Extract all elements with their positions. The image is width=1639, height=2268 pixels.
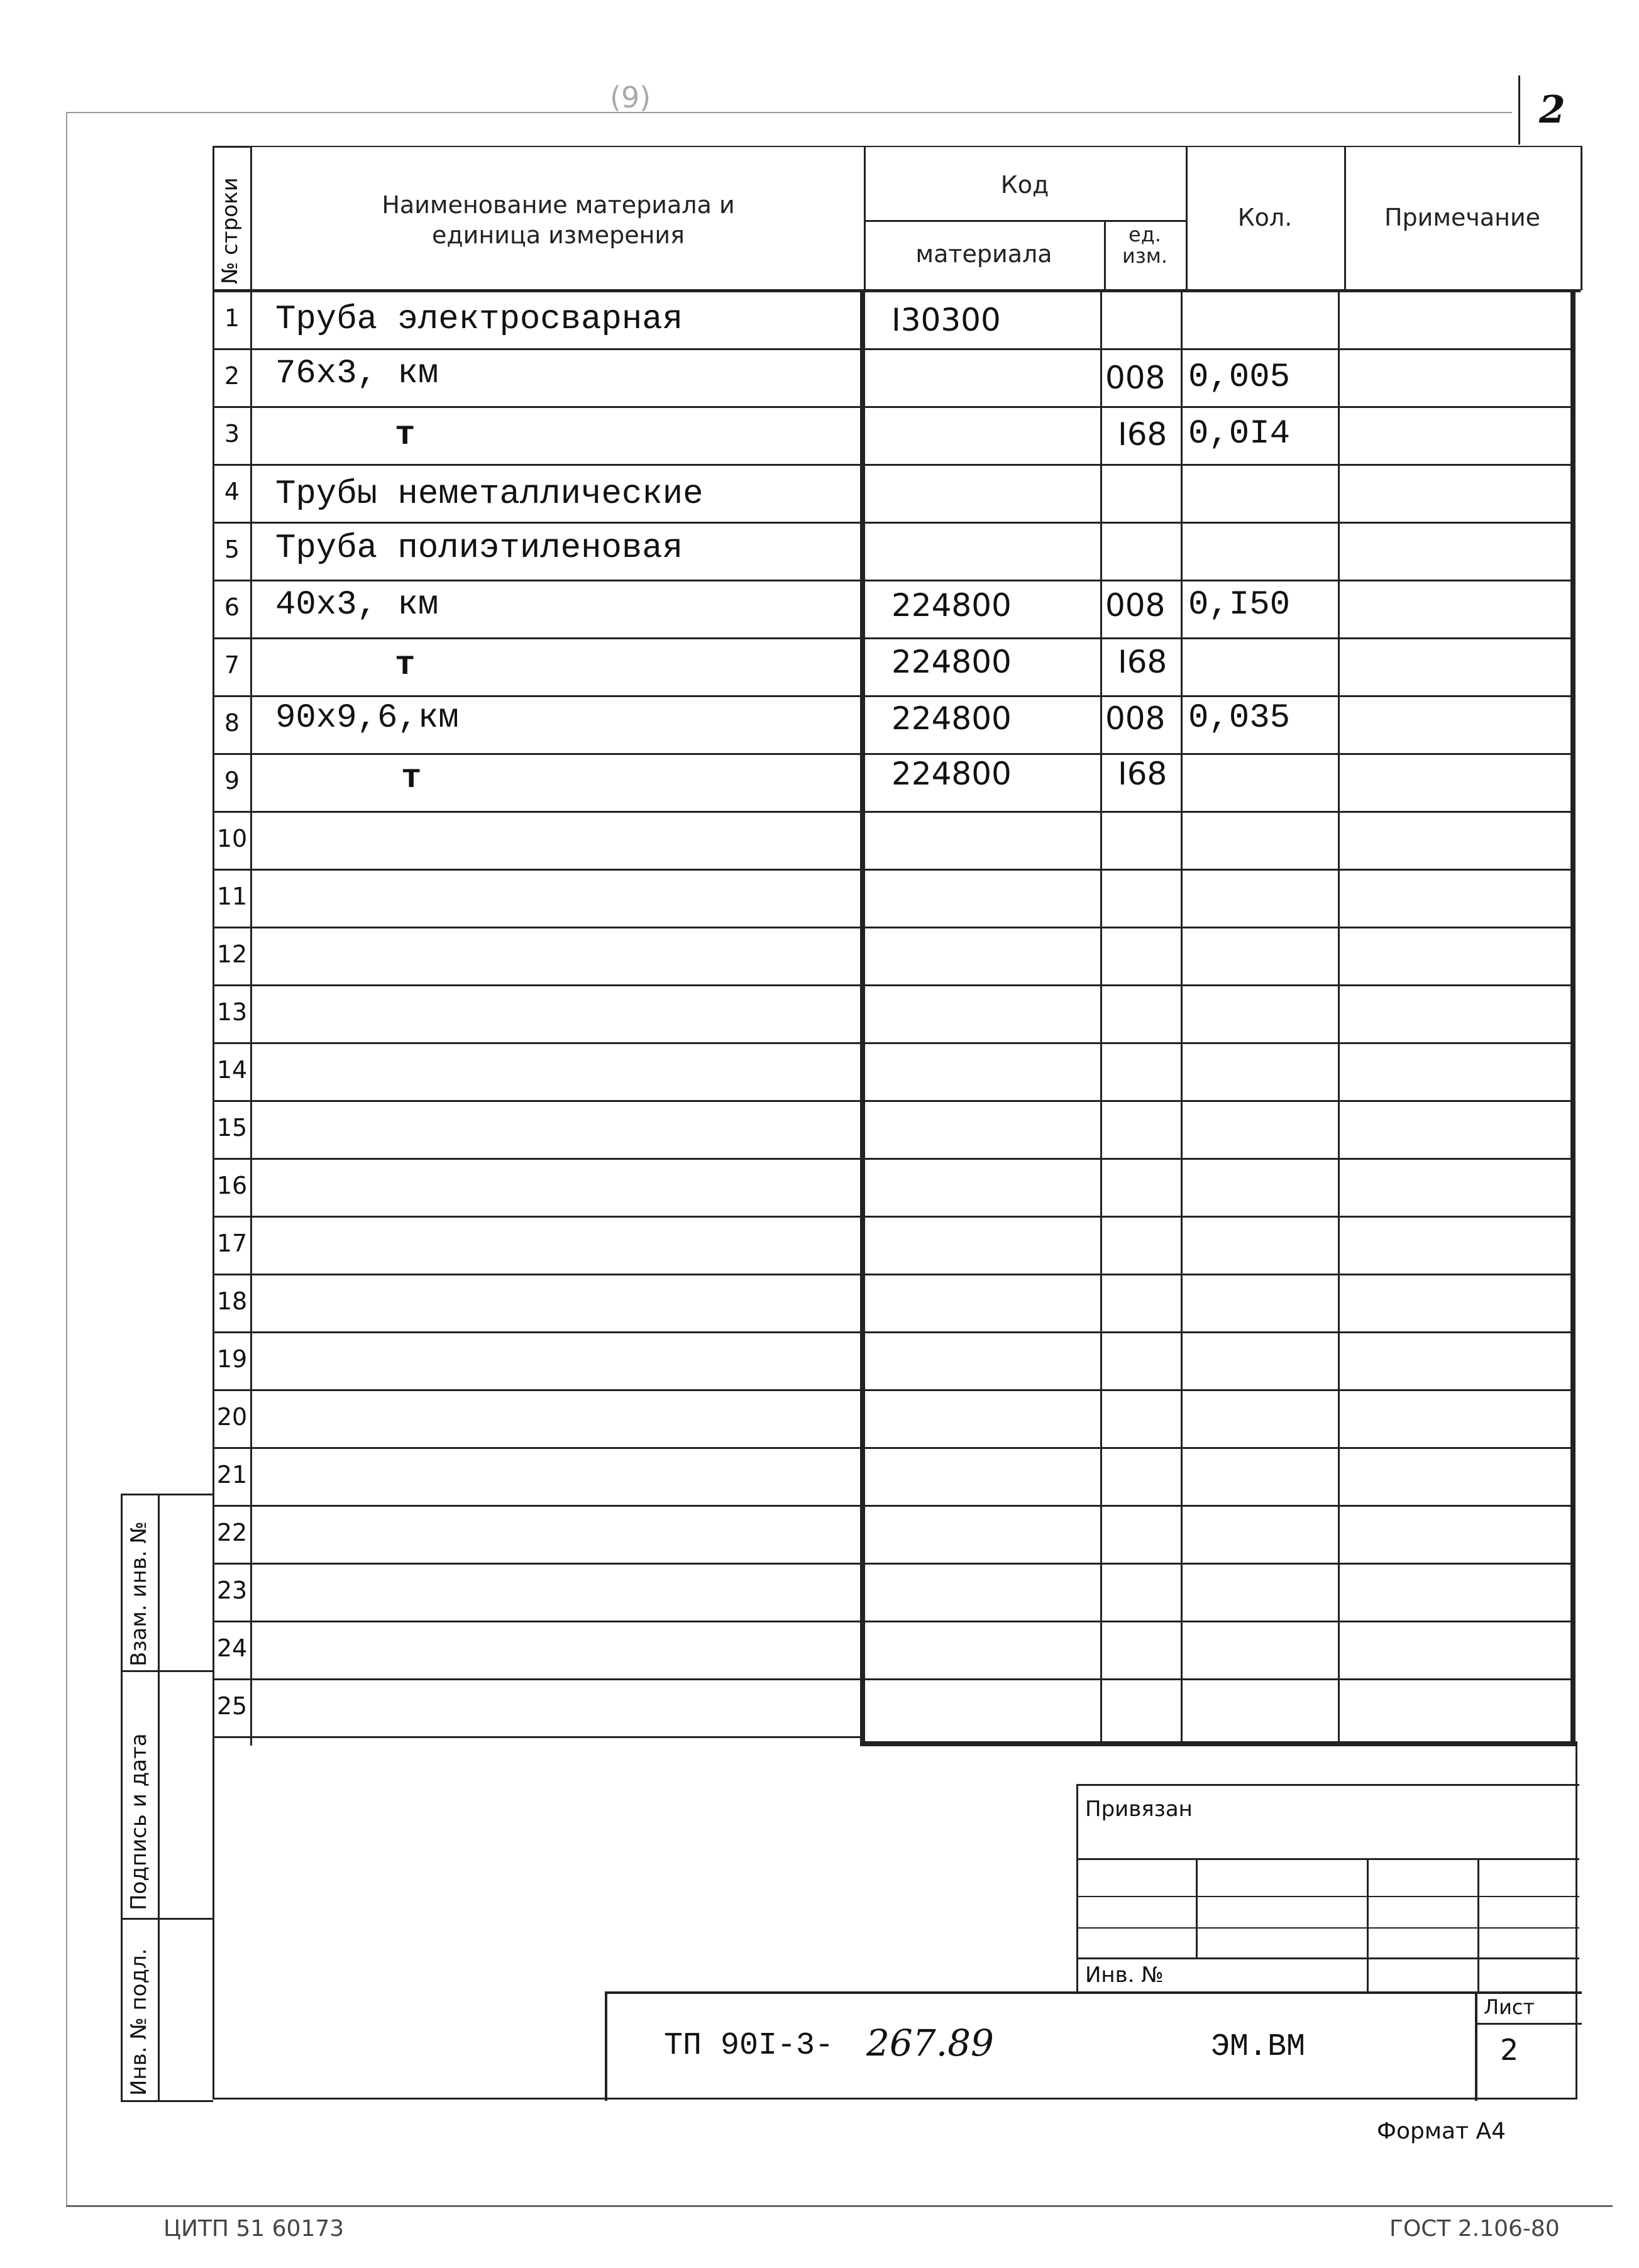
row-number: 6 [224, 593, 240, 621]
doc-mark: ЭМ.ВМ [1211, 2029, 1306, 2065]
row-number: 25 [216, 1692, 248, 1720]
side-stamp [121, 1494, 213, 2102]
material-name: Трубы неметаллические [275, 475, 704, 514]
material-code: 224800 [891, 756, 1012, 792]
header-code: Код [1000, 171, 1049, 199]
material-name: Труба электросварная [275, 300, 683, 339]
material-unit: 008 [1105, 587, 1166, 624]
material-qty: 0,005 [1188, 358, 1291, 397]
row-number: 21 [216, 1461, 248, 1489]
material-name: 76х3, км [275, 355, 439, 393]
row-number: 22 [216, 1519, 248, 1546]
row-number: 9 [224, 767, 240, 795]
row-number: 2 [224, 362, 240, 390]
sheet-corner-divider [1518, 75, 1520, 145]
material-unit: I68 [1118, 644, 1167, 680]
row-number: 5 [224, 536, 240, 563]
row-number: 23 [216, 1577, 248, 1604]
header-note: Примечание [1384, 204, 1541, 231]
material-qty: 0,0I4 [1188, 415, 1291, 453]
page-border-left [66, 112, 67, 2205]
row-number: 15 [216, 1114, 248, 1142]
bottom-left-mark: ЦИТП 51 60173 [163, 2216, 345, 2242]
material-code: 224800 [891, 644, 1012, 680]
material-name: Труба полиэтиленовая [275, 529, 683, 568]
sheet-label: Лист [1484, 1995, 1535, 2019]
top-page-number: (9) [610, 80, 651, 114]
row-number: 13 [216, 998, 248, 1026]
header-row-no: № строки [218, 177, 243, 284]
row-number: 4 [224, 478, 240, 505]
material-code: 224800 [891, 587, 1012, 624]
row-number: 24 [216, 1634, 248, 1662]
material-unit: I68 [1118, 756, 1167, 792]
row-number: 18 [216, 1287, 248, 1315]
material-qty: 0,035 [1188, 699, 1291, 737]
row-number: 20 [216, 1403, 248, 1431]
row-number: 11 [216, 883, 248, 910]
row-number: 17 [216, 1230, 248, 1257]
doc-code-prefix: ТП 90I-3- [664, 2028, 834, 2064]
page-border-bottom [66, 2205, 1613, 2207]
material-qty: 0,I50 [1188, 586, 1291, 624]
material-name: 40х3, км [275, 586, 439, 624]
header-code-unit: ед. изм. [1122, 223, 1168, 268]
doc-code-handwritten: 267.89 [866, 2022, 994, 2064]
material-name: т [395, 416, 416, 454]
privyazan-label: Привязан [1085, 1797, 1193, 1822]
material-code: I30300 [891, 302, 1001, 338]
material-name: 90х9,6,км [275, 699, 459, 737]
row-number: 16 [216, 1172, 248, 1199]
row-number: 19 [216, 1345, 248, 1373]
material-code: 224800 [891, 700, 1012, 737]
header-code-material: материала [915, 240, 1052, 268]
materials-table [212, 146, 1581, 1746]
material-unit: 008 [1105, 360, 1166, 396]
stamp-podpis-data: Подпись и дата [126, 1733, 152, 1910]
sheet-number: 2 [1500, 2033, 1519, 2067]
format-label: Формат А4 [1377, 2118, 1506, 2144]
bottom-right-mark: ГОСТ 2.106-80 [1389, 2216, 1560, 2242]
material-unit: I68 [1118, 416, 1167, 453]
stamp-vzam-inv: Взам. инв. № [126, 1521, 152, 1666]
row-number: 12 [216, 940, 248, 968]
row-number: 8 [224, 709, 240, 737]
sheet-corner-number: 2 [1539, 88, 1565, 132]
material-name: т [401, 759, 422, 798]
row-number: 10 [216, 825, 248, 852]
row-number: 1 [224, 304, 240, 332]
page-border-top [66, 112, 1512, 113]
material-unit: 008 [1105, 700, 1166, 737]
row-number: 7 [224, 651, 240, 679]
header-name: Наименование материала и единица измерения [382, 191, 735, 249]
header-qty: Кол. [1237, 204, 1293, 231]
material-name: т [395, 646, 416, 685]
doc-code-stamp [605, 1991, 1582, 2101]
inv-no-label: Инв. № [1085, 1962, 1164, 1988]
row-number: 14 [216, 1056, 248, 1084]
row-number: 3 [224, 420, 240, 448]
stamp-inv-podl: Инв. № подл. [126, 1948, 152, 2096]
